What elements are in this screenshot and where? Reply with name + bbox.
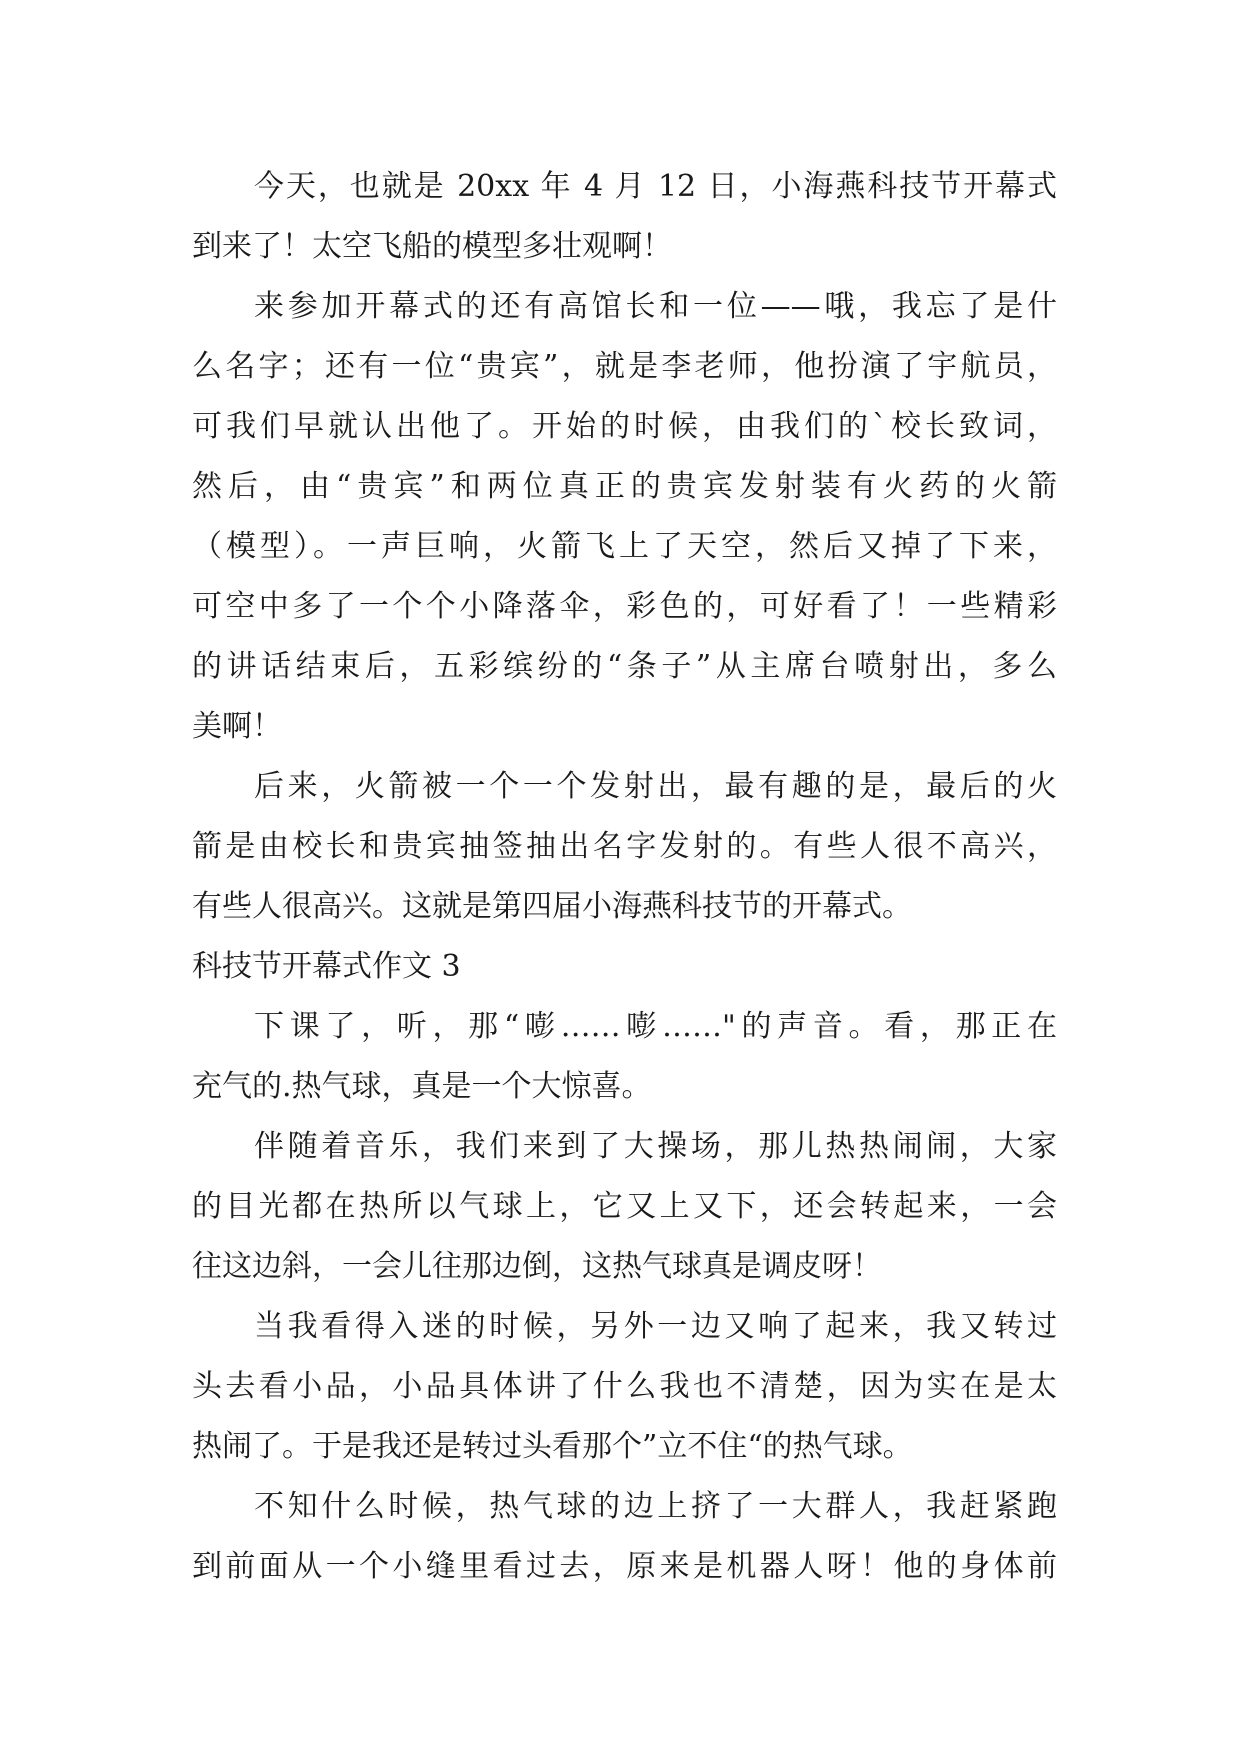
paragraph-line: 到来了！太空飞船的模型多壮观啊！ (192, 229, 672, 264)
paragraph-first-line: 后来，火箭被一个一个发射出，最有趣的是，最后的火 (254, 769, 1057, 804)
paragraph-line: 么名字；还有一位“贵宾”，就是李老师，他扮演了宇航员， (192, 349, 1057, 384)
paragraph-line: 头去看小品，小品具体讲了什么我也不清楚，因为实在是太 (192, 1369, 1057, 1404)
paragraph-line: 可空中多了一个个小降落伞，彩色的，可好看了！一些精彩 (192, 589, 1057, 624)
paragraph-line: 然后，由“贵宾”和两位真正的贵宾发射装有火药的火箭 (192, 469, 1057, 504)
paragraph-first-line: 今天，也就是 20xx 年 4 月 12 日，小海燕科技节开幕式 (254, 169, 1057, 204)
paragraph-line: 到前面从一个小缝里看过去，原来是机器人呀！他的身体前 (192, 1549, 1057, 1584)
paragraph-first-line: 来参加开幕式的还有高馆长和一位——哦，我忘了是什 (254, 289, 1057, 324)
section-heading: 科技节开幕式作文 3 (192, 949, 461, 984)
paragraph-line: 的讲话结束后，五彩缤纷的“条子”从主席台喷射出，多么 (192, 649, 1057, 684)
paragraph-line: 充气的.热气球，真是一个大惊喜。 (192, 1069, 652, 1104)
paragraph-line: 箭是由校长和贵宾抽签抽出名字发射的。有些人很不高兴， (192, 829, 1057, 864)
paragraph-first-line: 下课了，听，那“嘭……嘭……"的声音。看，那正在 (254, 1009, 1057, 1044)
paragraph-line: 热闹了。于是我还是转过头看那个”立不住“的热气球。 (192, 1429, 913, 1464)
paragraph-line: 可我们早就认出他了。开始的时候，由我们的`校长致词， (192, 409, 1057, 444)
paragraph-first-line: 当我看得入迷的时候，另外一边又响了起来，我又转过 (254, 1309, 1057, 1344)
paragraph-line: 往这边斜，一会儿往那边倒，这热气球真是调皮呀！ (192, 1249, 882, 1284)
paragraph-first-line: 不知什么时候，热气球的边上挤了一大群人，我赶紧跑 (254, 1489, 1057, 1524)
paragraph-line: （模型）。一声巨响，火箭飞上了天空，然后又掉了下来， (192, 529, 1057, 564)
paragraph-line: 美啊！ (192, 709, 282, 744)
paragraph-first-line: 伴随着音乐，我们来到了大操场，那儿热热闹闹，大家 (254, 1129, 1057, 1164)
paragraph-line: 的目光都在热所以气球上，它又上又下，还会转起来，一会 (192, 1189, 1057, 1224)
paragraph-line: 有些人很高兴。这就是第四届小海燕科技节的开幕式。 (192, 889, 912, 924)
document-body (192, 157, 1057, 1597)
